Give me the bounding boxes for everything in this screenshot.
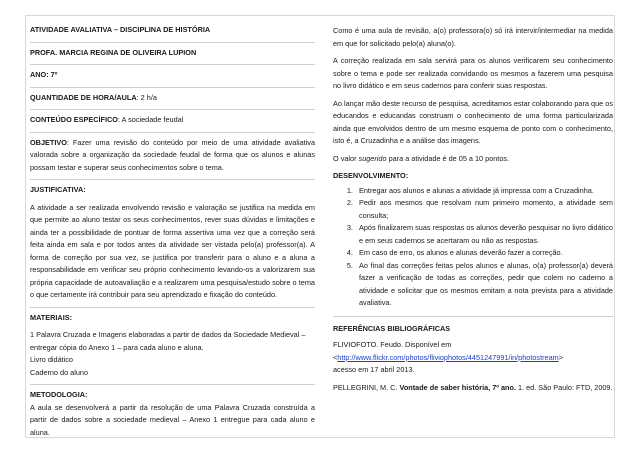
materials-section	[30, 308, 315, 386]
review-paragraph: Como é uma aula de revisão, a(o) professora(o) só irá intervir/intermediar na medida em que for solicitado pelo(a) aluna(o).	[333, 26, 613, 48]
reference-2-title: Vontade de saber história, 7º ano.	[399, 382, 516, 392]
reference-1-author: FLIVIOFOTO. Feudo. Disponível em	[333, 340, 452, 349]
references-label: REFERÊNCIAS BIBLIOGRÁFICAS	[333, 323, 451, 333]
left-column	[30, 20, 315, 444]
reference-1-access: acesso em 17 abril 2013.	[333, 365, 415, 374]
class-hours	[30, 88, 315, 111]
specific-content-label: CONTEÚDO ESPECÍFICO	[30, 115, 118, 124]
right-column	[333, 25, 613, 394]
reference-2-author: PELLEGRINI, M. C.	[333, 382, 400, 392]
objective-label: OBJETIVO	[30, 137, 67, 147]
justification-text: A atividade a ser realizada envolvendo revisão e valoração se justifica na medida em que permite ao aluno testar os seus conhecimentos, rever suas dúvidas e limitações e ainda ter a possibilidade de pontuar de forma assertiva uma vez que a correção será feita ainda em sala e por todos antes da atividade ser vistada pelo(a) professor(a). A forma de correção por sua vez, se justifica por transferir para o aluno e a aluna a responsabilidade em verificar seu próprio conhecimento levando-os a valorizarem sua própria capacidade de autoavaliação e a realizarem uma pesquisa/estudo sobre o tema o que certamente irá contribuir para seu aprendizado e fixação do conteúdo.	[30, 202, 315, 299]
reference-1-link[interactable]: http://www.flickr.com/photos/fliviophotos/4451247991/in/photostream	[337, 352, 559, 362]
specific-content-value: : A sociedade feudal	[117, 115, 184, 124]
activity-title	[30, 20, 315, 43]
teacher-name-text: PROFA. MARCIA REGINA DE OLIVEIRA LUPION	[30, 47, 197, 57]
url-open-bracket: <	[333, 352, 338, 362]
justification-label: JUSTIFICATIVA:	[30, 185, 86, 194]
url-close-bracket: >	[558, 352, 563, 362]
development-step: 2. Pedir aos mesmos que resolvam num primeiro momento, a atividade sem consulta;	[355, 197, 613, 222]
reference-2	[333, 382, 613, 395]
objective-text: : Fazer uma revisão do conteúdo por meio de uma atividade avaliativa valorada sobre a organização da sociedade feudal de forma que os alunos e alunas possam testar e superar seus conhecimentos sobre o tema.	[30, 137, 315, 172]
materials-item: Caderno do aluno	[30, 367, 89, 377]
reference-2-details: 1. ed. São Paulo: FTD, 2009.	[515, 382, 613, 392]
correction-paragraph: A correção realizada em sala servirá para os alunos verificarem seu conhecimento sobre o tema e pode ser realizada convidando os mesmos a fazerem uma pesquisa no livro didático e em seus cadernos para conferir suas respostas.	[333, 56, 613, 90]
methodology-text: A aula se desenvolverá a partir da resolução de uma Palavra Cruzada construída a partir de dados sobre a sociedade medieval – Anexo 1 entregue para cada aluno e aluna.	[30, 402, 315, 437]
justification-section	[30, 180, 315, 308]
school-year	[30, 65, 315, 88]
materials-item: Livro didático	[30, 355, 73, 364]
development-step: 5. Ao final das correções feitas pelos alunos e alunas, o(a) professor(a) deverá fazer a verificação de todas as correções, pedir que colem no caderno a atividade e solicitar que os mesmos emitam a nota prevista para a atividade avaliativa.	[355, 260, 613, 310]
class-hours-value: : 2 h/a	[136, 92, 157, 102]
teacher-name	[30, 43, 315, 66]
value-text-post: para a atividade é de 05 a 10 pontos.	[386, 153, 510, 163]
materials-label: MATERIAIS:	[30, 312, 73, 322]
development-step: 3. Após finalizarem suas respostas os alunos deverão pesquisar no livro didático e em seus cadernos se acertaram ou não as respostas.	[355, 222, 613, 247]
reference-1-url-line	[333, 352, 613, 365]
school-year-text: ANO: 7º	[30, 70, 58, 79]
methodology-label: METODOLOGIA:	[30, 390, 88, 399]
development-step: 4. Em caso de erro, os alunos e alunas deverão fazer a correção.	[355, 247, 613, 260]
value-text-pre: O valor	[333, 153, 359, 163]
development-step: 1. Entregar aos alunos e alunas a atividade já impressa com a Cruzadinha.	[355, 185, 613, 198]
class-hours-label: QUANTIDADE DE HORA/AULA	[30, 92, 137, 102]
methodology-section	[30, 385, 315, 444]
references-section	[333, 316, 613, 395]
activity-title-text: ATIVIDADE AVALIATIVA – DISCIPLINA DE HISTÓRIA	[30, 25, 211, 34]
value-text-emphasis: sugerido	[358, 153, 387, 163]
materials-item: 1 Palavra Cruzada e Imagens elaboradas a partir de dados da Sociedade Medieval – entregar cópia do Anexo 1 – para cada aluno e aluna.	[30, 330, 306, 352]
value-paragraph	[333, 153, 613, 166]
research-paragraph: Ao lançar mão deste recurso de pesquisa, acreditamos estar colaborando para que os educandos e educandas construam o conhecimento de uma forma particularizada ainda que envolvidos dentro de um mesmo esquema de ponto com o conhecimento, isto é, a Cruzadinha e a análise das imagens.	[333, 98, 613, 145]
development-label: DESENVOLVIMENTO:	[333, 171, 409, 180]
specific-content	[30, 110, 315, 133]
development-steps	[333, 185, 613, 310]
objective-section	[30, 133, 315, 181]
